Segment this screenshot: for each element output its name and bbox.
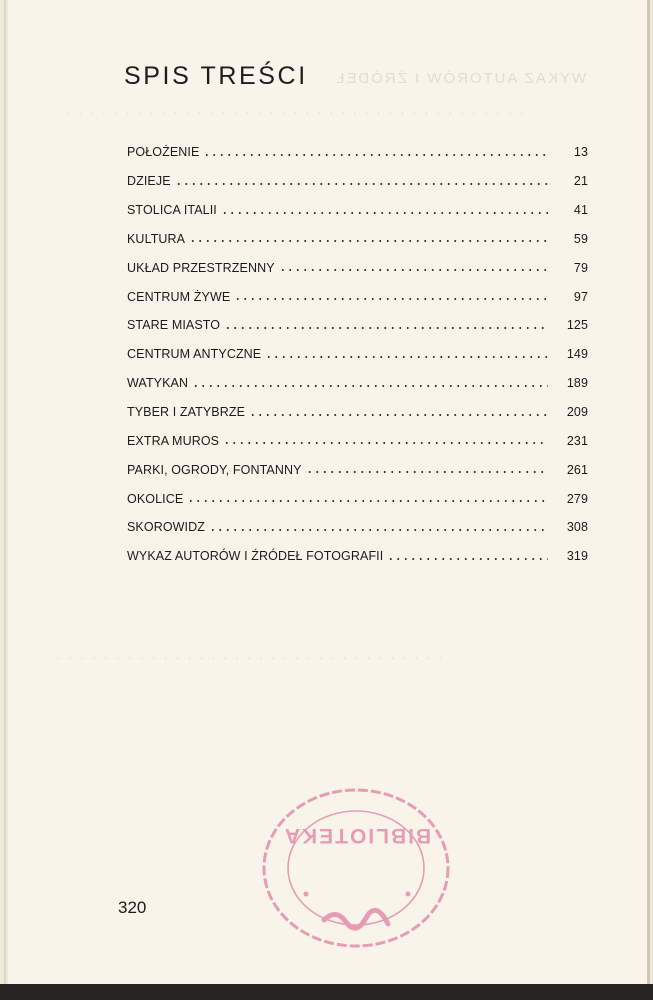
toc-entry-label: EXTRA MUROS: [127, 433, 220, 448]
dot-leader: [175, 183, 548, 185]
toc-entry-page: 149: [566, 347, 588, 362]
dot-leader: [249, 414, 548, 416]
toc-entry-label: OKOLICE: [127, 491, 184, 506]
toc-entry: [127, 138, 588, 167]
page-number: 320: [118, 898, 147, 917]
toc-entry: [127, 426, 588, 455]
toc-entry-page: 279: [566, 491, 588, 506]
toc-entry-page: 97: [573, 289, 588, 304]
dot-leader: [221, 212, 548, 214]
dot-leader: [265, 356, 548, 358]
library-stamp: [254, 780, 459, 955]
toc-entry-page: 21: [573, 174, 588, 189]
bleed-through-text: · · · · · · · · · · · · · · · · · · · · · · · · · · · · · · · · · · · · · · ·: [64, 105, 525, 120]
toc-entry: [127, 398, 588, 427]
toc-entry-label: WYKAZ AUTORÓW I ŹRÓDEŁ FOTOGRAFII: [127, 549, 384, 564]
toc-entry-label: TYBER I ZATYBRZE: [127, 405, 246, 420]
toc-entry: [127, 455, 588, 484]
dot-leader: [187, 500, 548, 502]
toc-entry: [127, 484, 588, 513]
bleed-through-text: WYKAZ AUTORÓW I ŹRÓDEŁ: [334, 70, 587, 87]
dot-leader: [189, 240, 548, 242]
toc-entry-label: DZIEJE: [127, 174, 171, 189]
toc-entry: [127, 282, 588, 311]
toc-entry: [127, 225, 588, 254]
toc-entry-label: STARE MIASTO: [127, 318, 221, 333]
toc-entry-label: STOLICA ITALII: [127, 203, 217, 218]
dot-leader: [209, 529, 548, 531]
toc-entry-label: CENTRUM ŻYWE: [127, 289, 231, 304]
toc-entry: [127, 167, 588, 196]
scan-bottom-edge: [0, 984, 653, 1000]
toc-entry-label: UKŁAD PRZESTRZENNY: [127, 260, 275, 275]
toc-entry-page: 231: [566, 433, 588, 448]
book-page: [4, 0, 650, 984]
toc-entry-page: 308: [566, 520, 588, 535]
stamp-text: BIBLIOTEKA: [282, 824, 432, 847]
toc-entry-page: 41: [573, 203, 588, 218]
dot-leader: [387, 558, 548, 560]
page-edge: [647, 0, 650, 984]
dot-leader: [234, 298, 548, 300]
dot-leader: [192, 385, 548, 387]
toc-entry-page: 209: [566, 405, 588, 420]
toc-entry: [127, 369, 588, 398]
toc-entry-page: 79: [573, 260, 588, 275]
dot-leader: [306, 471, 548, 473]
toc-entry: [127, 253, 588, 282]
toc-entry-page: 189: [566, 376, 588, 391]
toc-entry-page: 319: [566, 549, 588, 564]
dot-leader: [203, 154, 548, 156]
toc-entry-label: KULTURA: [127, 231, 186, 246]
toc-entry-label: WATYKAN: [127, 376, 189, 391]
toc-entry: [127, 513, 588, 542]
table-of-contents: [127, 138, 588, 571]
toc-entry-page: 13: [573, 145, 588, 160]
toc-entry-page: 261: [566, 462, 588, 477]
toc-entry-label: PARKI, OGRODY, FONTANNY: [127, 462, 302, 477]
stamp-outer-ring: [264, 790, 448, 946]
toc-entry-page: 59: [573, 231, 588, 246]
stamp-dot: [304, 892, 309, 897]
dot-leader: [279, 269, 548, 271]
toc-entry-page: 125: [566, 318, 588, 333]
toc-entry: [127, 340, 588, 369]
stamp-signature: [324, 910, 388, 928]
bleed-through-text: · · · · · · · · · · · · · · · · · · · · · · · · · · · · · · · · ·: [54, 650, 443, 665]
dot-leader: [224, 327, 548, 329]
toc-entry: [127, 311, 588, 340]
toc-entry-label: POŁOŻENIE: [127, 145, 200, 160]
toc-entry-label: CENTRUM ANTYCZNE: [127, 347, 262, 362]
toc-entry: [127, 542, 588, 571]
toc-entry-label: SKOROWIDZ: [127, 520, 205, 535]
dot-leader: [223, 442, 548, 444]
toc-entry: [127, 196, 588, 225]
stamp-dot: [406, 892, 411, 897]
page-title: SPIS TREŚCI: [124, 62, 308, 90]
